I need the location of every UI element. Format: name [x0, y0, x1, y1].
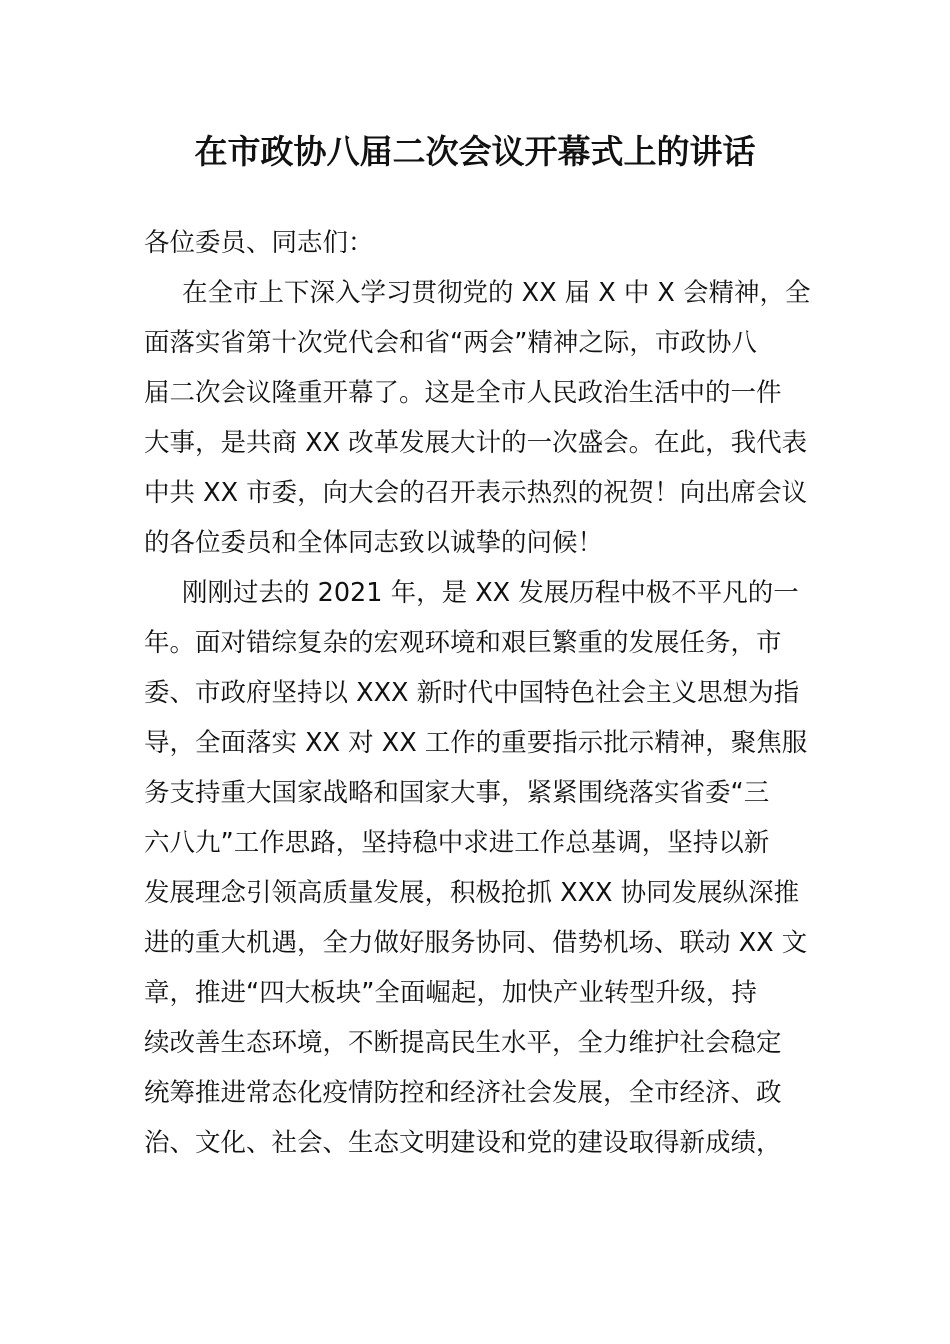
paragraph-1-line-3: 届二次会议隆重开幕了。这是全市人民政治生活中的一件 — [144, 378, 782, 408]
paragraph-1-line-5: 中共 XX 市委，向大会的召开表示热烈的祝贺！向出席会议 — [144, 478, 808, 508]
paragraph-2-line-10: 续改善生态环境，不断提高民生水平，全力维护社会稳定 — [144, 1028, 782, 1058]
paragraph-2-line-1: 刚刚过去的 2021 年，是 XX 发展历程中极不平凡的一 — [182, 578, 799, 608]
paragraph-2-line-3: 委、市政府坚持以 XXX 新时代中国特色社会主义思想为指 — [144, 678, 800, 708]
document-title: 在市政协八届二次会议开幕式上的讲话 — [194, 132, 756, 171]
paragraph-2-line-8: 进的重大机遇，全力做好服务协同、借势机场、联动 XX 文 — [144, 928, 808, 958]
paragraph-2-line-9: 章，推进“四大板块”全面崛起，加快产业转型升级，持 — [144, 978, 757, 1008]
paragraph-2-line-5: 务支持重大国家战略和国家大事，紧紧围绕落实省委“三 — [144, 778, 770, 808]
paragraph-2-line-7: 发展理念引领高质量发展，积极抢抓 XXX 协同发展纵深推 — [144, 878, 800, 908]
paragraph-2-line-4: 导，全面落实 XX 对 XX 工作的重要指示批示精神，聚焦服 — [144, 728, 808, 758]
paragraph-1-line-2: 面落实省第十次党代会和省“两会”精神之际，市政协八 — [144, 328, 757, 358]
greeting-line: 各位委员、同志们： — [144, 228, 374, 258]
paragraph-2-line-12: 治、文化、社会、生态文明建设和党的建设取得新成绩， — [144, 1128, 782, 1158]
paragraph-2-line-6: 六八九”工作思路，坚持稳中求进工作总基调，坚持以新 — [144, 828, 770, 858]
paragraph-2-line-2: 年。面对错综复杂的宏观环境和艰巨繁重的发展任务，市 — [144, 628, 782, 658]
paragraph-1-line-4: 大事，是共商 XX 改革发展大计的一次盛会。在此，我代表 — [144, 428, 808, 458]
paragraph-1-line-1: 在全市上下深入学习贯彻党的 XX 届 X 中 X 会精神，全 — [182, 278, 811, 308]
document-body — [144, 218, 814, 1168]
paragraph-1-line-6: 的各位委员和全体同志致以诚挚的问候！ — [144, 528, 604, 558]
paragraph-2-line-11: 统筹推进常态化疫情防控和经济社会发展，全市经济、政 — [144, 1078, 782, 1108]
